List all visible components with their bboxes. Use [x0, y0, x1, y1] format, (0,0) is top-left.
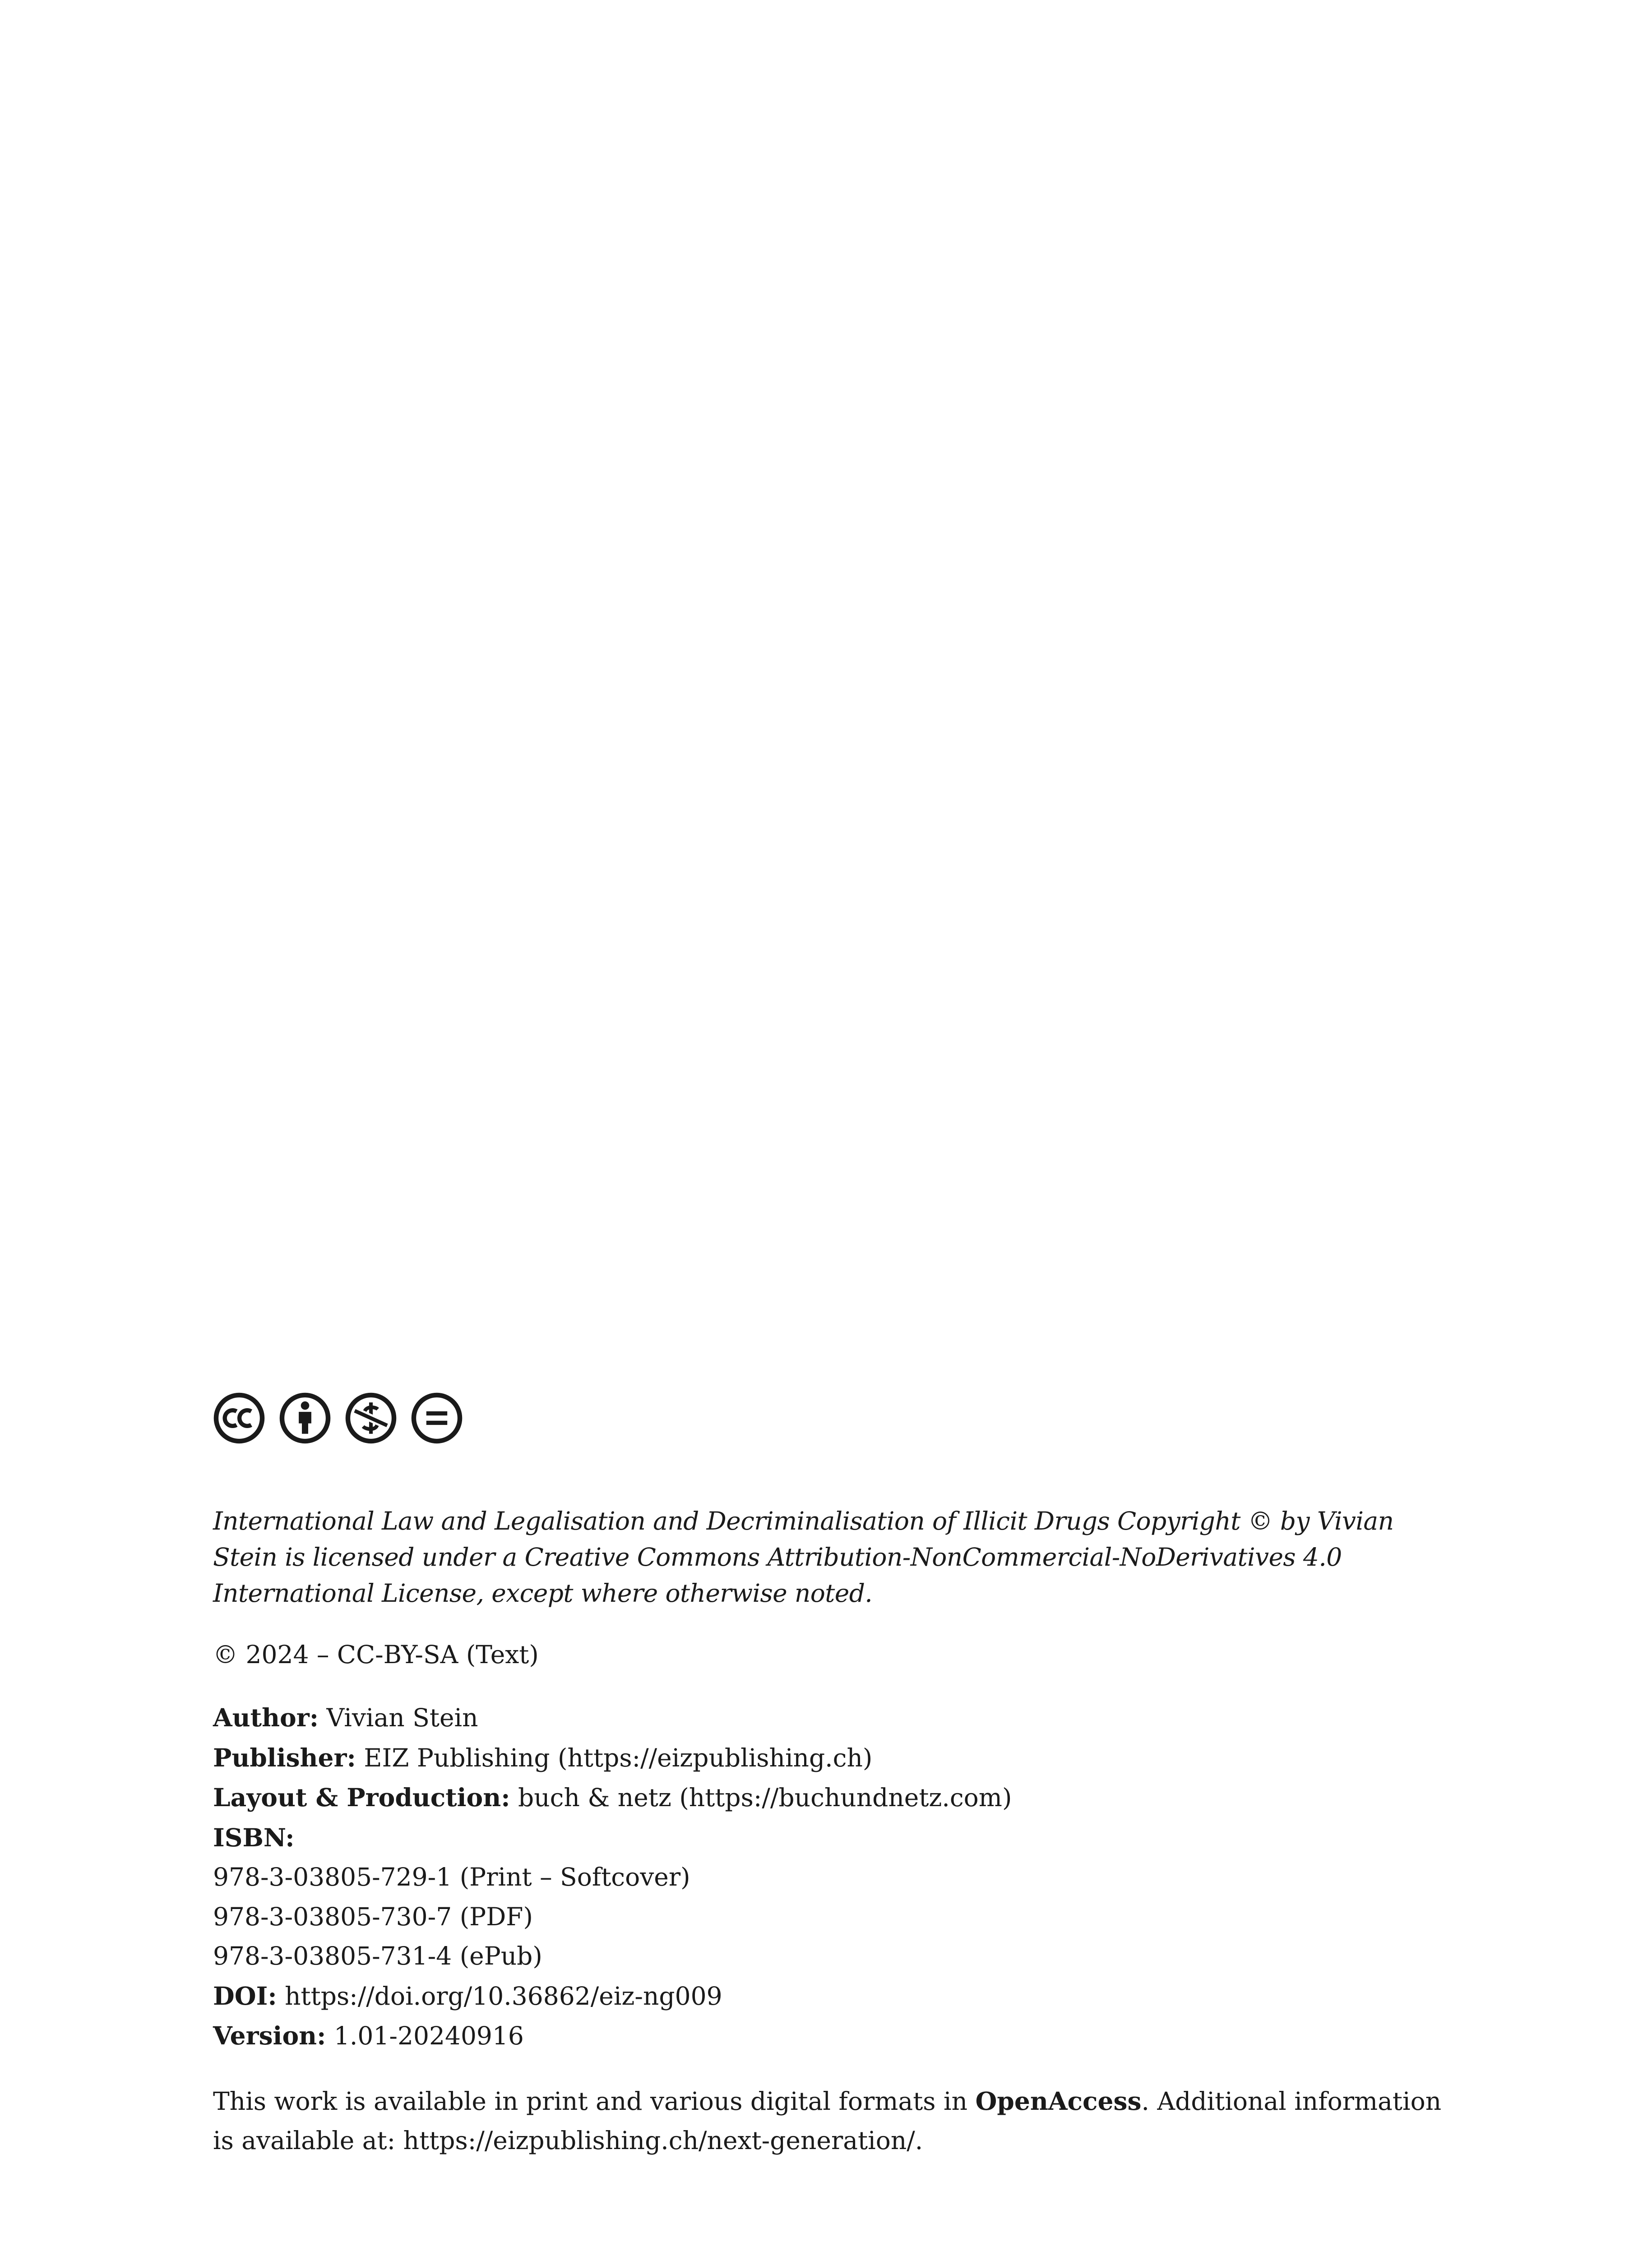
imprint-block [213, 1392, 1458, 2160]
isbn-line [213, 1818, 1458, 1858]
publisher-label: Publisher: [213, 1743, 356, 1772]
isbn-entry: 978-3-03805-731-4 (ePub) [213, 1942, 542, 1970]
cc-logo-icon [213, 1392, 265, 1444]
availability-text-after: . Additional information is available at: https://eizpublishing.ch/next-generation/. [213, 2086, 1442, 2155]
isbn-label: ISBN: [213, 1822, 295, 1852]
doi-label: DOI: [213, 1981, 277, 2011]
author-label: Author: [213, 1703, 319, 1732]
availability-note [213, 2081, 1458, 2160]
version-label: Version: [213, 2021, 326, 2050]
cc-noncommercial-icon [345, 1392, 397, 1444]
isbn-entry: 978-3-03805-729-1 (Print – Softcover) [213, 1863, 690, 1891]
cc-attribution-icon [279, 1392, 331, 1444]
copyright-line: © 2024 – CC-BY-SA (Text) [213, 1640, 539, 1669]
layout-production-label: Layout & Production: [213, 1783, 510, 1812]
doi-line [213, 1976, 1458, 2016]
version-line [213, 2016, 1458, 2056]
availability-text-before: This work is available in print and various digital formats in [213, 2086, 976, 2116]
layout-production-value: buch & netz (https://buchundnetz.com) [518, 1783, 1012, 1812]
publication-metadata [213, 1698, 1458, 2056]
version-value: 1.01-20240916 [333, 2021, 524, 2050]
license-statement: International Law and Legalisation and Decriminalisation of Illicit Drugs Copyright © by Vivian Stein is licensed under a Creative Commons Attribution-NonCommercial-NoDerivatives 4.0 International License, except where otherwise noted. [213, 1507, 1394, 1608]
author-line [213, 1698, 1458, 1738]
author-value: Vivian Stein [326, 1703, 478, 1732]
publisher-line [213, 1738, 1458, 1778]
layout-production-line [213, 1778, 1458, 1818]
cc-noderivatives-icon [411, 1392, 463, 1444]
isbn-entry: 978-3-03805-730-7 (PDF) [213, 1902, 533, 1931]
publisher-value: EIZ Publishing (https://eizpublishing.ch) [364, 1743, 873, 1772]
openaccess-emphasis: OpenAccess [975, 2086, 1142, 2116]
doi-value: https://doi.org/10.36862/eiz-ng009 [285, 1981, 722, 2011]
cc-license-badges [213, 1392, 1458, 1444]
